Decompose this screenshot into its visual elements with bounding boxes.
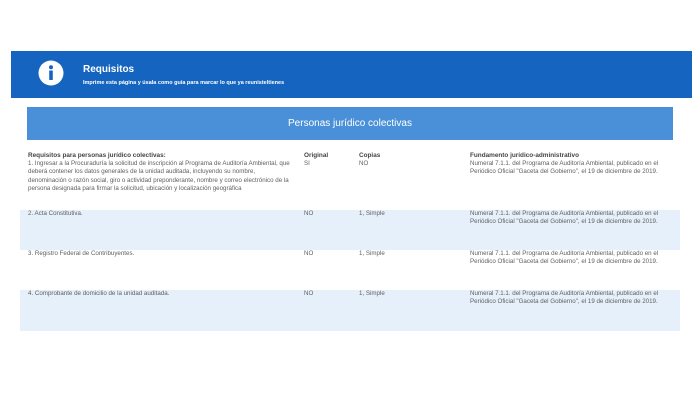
copies-cell: NO (359, 160, 369, 167)
header-requirement: Requisitos para personas jurídico colectivas: (28, 152, 166, 159)
requirement-cell: 3. Registro Federal de Contribuyentes. (28, 250, 135, 257)
table-row (20, 290, 680, 331)
banner-title: Requisitos (83, 64, 135, 75)
header-basis: Fundamento jurídico-administrativo (470, 152, 580, 159)
section-header (27, 107, 673, 140)
basis-cell: Numeral 7.1.1. del Programa de Auditoría Ambiental, publicado en el Periódico Oficial "Gaceta del Gobierno", el 19 de diciembre de 2019. (470, 160, 659, 176)
header-copies: Copias (359, 152, 381, 159)
original-cell: NO (304, 250, 314, 257)
basis-cell: Numeral 7.1.1. del Programa de Auditoría Ambiental, publicado en el Periódico Oficial "Gaceta del Gobierno", el 19 de diciembre de 2019. (470, 250, 659, 266)
basis-cell: Numeral 7.1.1. del Programa de Auditoría Ambiental, publicado en el Periódico Oficial "Gaceta del Gobierno", el 19 de diciembre de 2019. (470, 290, 659, 306)
copies-cell: 1, Simple (359, 210, 385, 217)
banner-subtitle: Imprime esta página y úsala como guía para marcar lo que ya reunisteltienes (83, 80, 285, 86)
requirement-cell: 4. Comprobante de domicilio de la unidad auditada. (28, 290, 170, 297)
copies-cell: 1, Simple (359, 290, 385, 297)
original-cell: NO (304, 210, 314, 217)
original-cell: NO (304, 290, 314, 297)
basis-cell: Numeral 7.1.1. del Programa de Auditoría Ambiental, publicado en el Periódico Oficial "Gaceta del Gobierno", el 19 de diciembre de 2019. (470, 210, 659, 226)
table-row (20, 210, 680, 250)
table-row (20, 148, 680, 210)
info-icon (38, 60, 64, 86)
requirement-cell: 2. Acta Constitutiva. (28, 210, 83, 217)
requirements-table (20, 148, 680, 331)
copies-cell: 1, Simple (359, 250, 385, 257)
header-original: Original (304, 152, 329, 159)
table-row (20, 250, 680, 290)
requirement-cell: 1. Ingresar a la Procuraduría la solicitud de inscripción al Programa de Auditoría Ambiental, que deberá contener los datos generales de la unidad auditada, incluyendo su nombre, denominación o razón social, giro o actividad preponderante, nombre y correo electrónico de la persona designada para firmar la solicitud, ubicación y localización geográfica (28, 160, 290, 193)
section-title: Personas jurídico colectivas (288, 118, 412, 129)
original-cell: SI (304, 160, 310, 167)
